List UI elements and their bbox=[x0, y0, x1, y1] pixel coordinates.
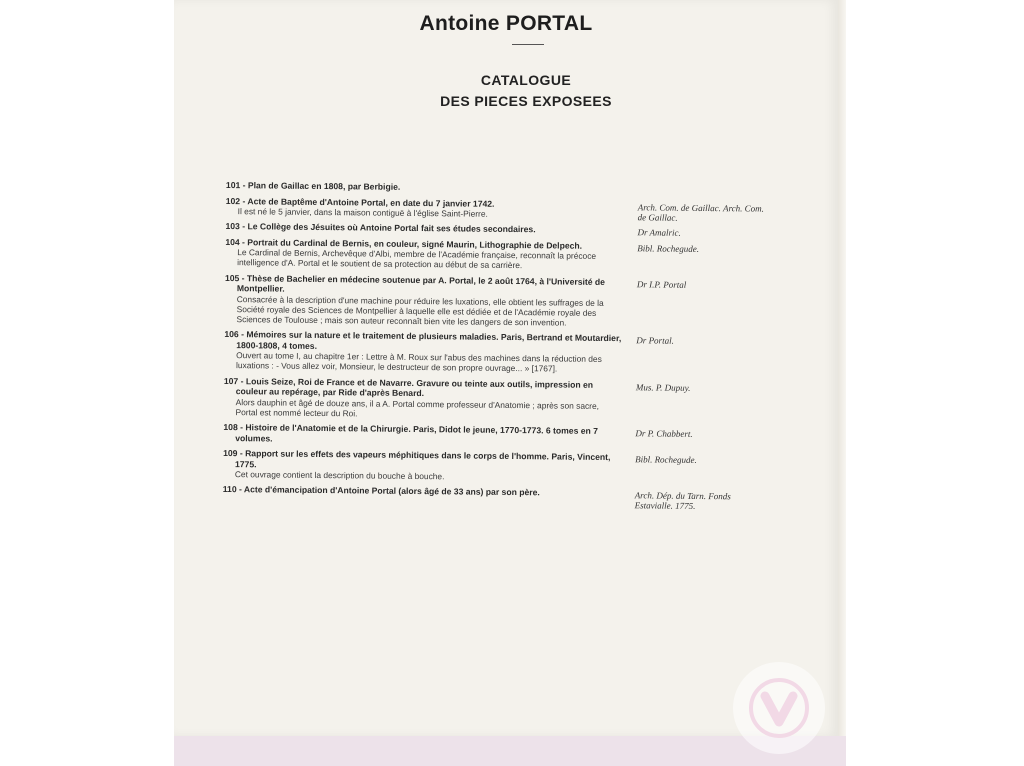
catalogue-entry-110 bbox=[222, 484, 813, 512]
entry-source: Bibl. Rochegude. bbox=[635, 454, 697, 465]
entry-heading: 110 - Acte d'émancipation d'Antoine Portal (alors âgé de 33 ans) par son père. bbox=[222, 484, 540, 498]
entry-note: Consacrée à la description d'une machine pour réduire les luxations, elle obtient les suffrages de la Société royale des Sciences de Montpellier à laquelle elle est dédiée et de l'Académie royale des Sciences de Toulouse ; mais son auteur reconnaît bien vite les dangers de son invention. bbox=[236, 293, 604, 328]
entry-source: Mus. P. Dupuy. bbox=[635, 381, 691, 393]
page-title: Antoine PORTAL bbox=[419, 12, 593, 35]
catalogue-entry-109 bbox=[223, 448, 813, 485]
entry-source: Bibl. Rochegude. bbox=[637, 243, 700, 254]
catalogue-entry-106 bbox=[224, 329, 814, 377]
page-bottom-strip bbox=[174, 736, 846, 766]
entry-source: Dr Amalric. bbox=[637, 227, 681, 238]
catalogue-entry-102 bbox=[226, 195, 816, 222]
page-edge bbox=[838, 0, 846, 740]
entry-source: Dr I.P. Portal bbox=[636, 278, 687, 290]
entry-source: Arch. Dép. du Tarn. Fonds Estavialle. 1775. bbox=[634, 490, 731, 512]
entry-heading: 106 - Mémoires sur la nature et le traitement de plusieurs maladies. Paris, Bertrand et Moutardier, 1800-1808, 4 tomes. bbox=[224, 329, 622, 351]
entry-heading: 109 - Rapport sur les effets des vapeurs méphitiques dans le corps de l'homme. Paris, Vincent, 1775. bbox=[223, 448, 611, 469]
catalogue-entry-101 bbox=[226, 180, 816, 197]
catalogue-entry-105 bbox=[224, 273, 815, 331]
watermark bbox=[733, 662, 825, 754]
title-divider bbox=[512, 44, 544, 45]
catalogue-entry-107 bbox=[224, 376, 814, 424]
entry-heading: 108 - Histoire de l'Anatomie et de la Chirurgie. Paris, Didot le jeune, 1770-1773. 6 tomes en 7 volumes. bbox=[223, 422, 599, 444]
catalogue-entry-103 bbox=[225, 221, 815, 238]
entry-heading: 105 - Thèse de Bachelier en médecine soutenue par A. Portal, le 2 août 1764, à l'Université de Montpellier. bbox=[224, 272, 606, 294]
subtitle-line-1: CATALOGUE bbox=[480, 72, 572, 88]
entry-note: Cet ouvrage contient la description du bouche à bouche. bbox=[234, 469, 445, 482]
entry-heading: 107 - Louis Seize, Roi de France et de Navarre. Gravure ou teinte aux outils, impression en couleur au repérage, par Ride d'après Benard. bbox=[223, 375, 594, 399]
book-page bbox=[174, 0, 838, 736]
entry-source: Dr P. Chabbert. bbox=[635, 428, 693, 439]
entry-source: Dr Portal. bbox=[636, 335, 674, 346]
entry-heading: 101 - Plan de Gaillac en 1808, par Berbigie. bbox=[225, 180, 401, 192]
entry-heading: 102 - Acte de Baptême d'Antoine Portal, en date du 7 janvier 1742. bbox=[225, 195, 495, 209]
entry-source: Arch. Com. de Gaillac. Arch. Com. de Gaillac. bbox=[637, 201, 764, 223]
entry-heading: 104 - Portrait du Cardinal de Bernis, en couleur, signé Maurin, Lithographie de Delpech. bbox=[225, 236, 583, 251]
catalogue-entry-104 bbox=[225, 237, 815, 274]
subtitle-line-2: DES PIECES EXPOSEES bbox=[440, 93, 612, 109]
entry-note: Alors dauphin et âgé de douze ans, il a A. Portal comme professeur d'Anatomie ; après son sacre, Portal est nommé lecteur du Roi. bbox=[235, 396, 600, 419]
catalogue-entry-108 bbox=[223, 422, 813, 449]
entry-note: Ouvert au tome I, au chapitre 1er : Lettre à M. Roux sur l'abus des machines dans la réduction des luxations : - Vous allez voir, Monsieur, le destructeur de son propre ouvrage... » [1767]. bbox=[236, 350, 602, 374]
catalogue-entries bbox=[222, 180, 816, 512]
catalogue-subtitle bbox=[174, 70, 878, 112]
entry-note: Il est né le 5 janvier, dans la maison contiguë à l'église Saint-Pierre. bbox=[237, 206, 488, 219]
vivastreet-logo-icon bbox=[747, 676, 811, 740]
entry-heading: 103 - Le Collège des Jésuites où Antoine Portal fait ses études secondaires. bbox=[225, 221, 536, 235]
entry-note: Le Cardinal de Bernis, Archevêque d'Albi, membre de l'Académie française, reconnaît la précoce intelligence d'A. Portal et le soutient de sa protection au début de sa carrière. bbox=[237, 247, 597, 271]
